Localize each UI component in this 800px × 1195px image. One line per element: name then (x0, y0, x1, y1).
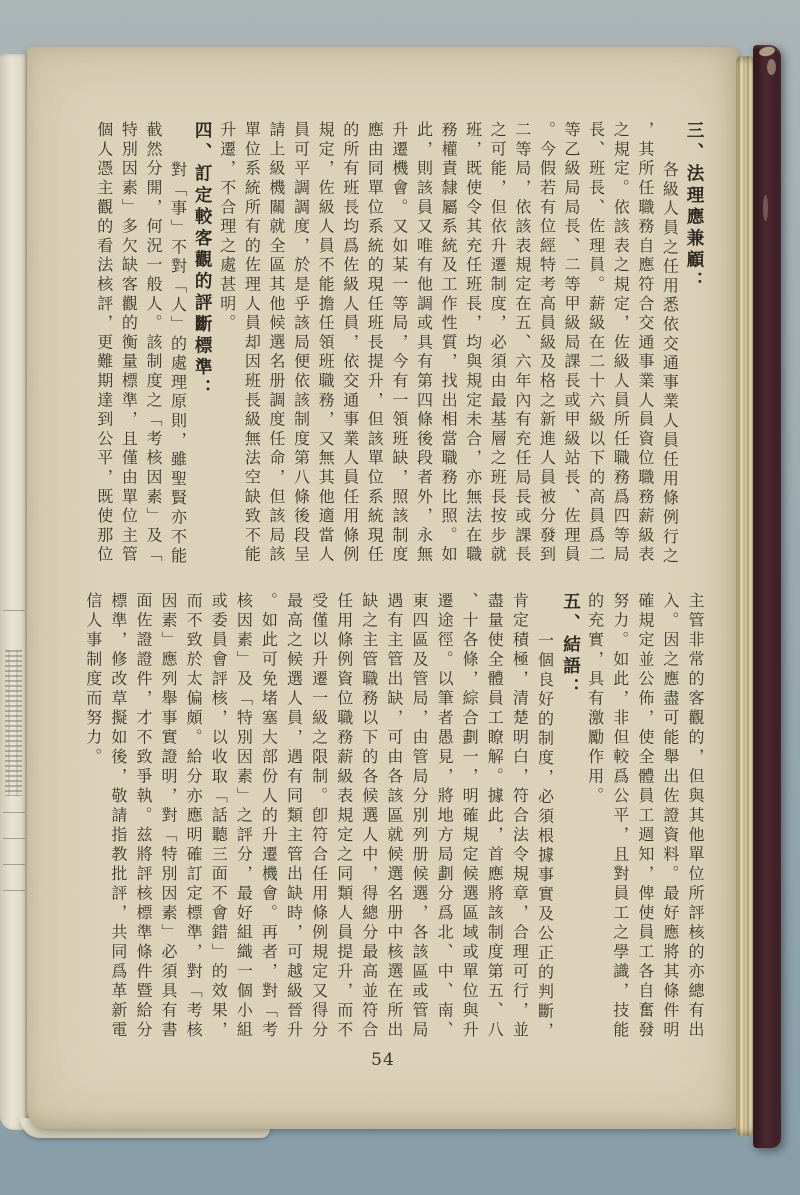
text-column: 遷途徑。以筆者愚見，將地方局劃分爲北、中、南、 (435, 592, 455, 1041)
text-column: 盡量使全體員工瞭解。據此，首應將該制度第五、八 (485, 592, 505, 1041)
cover-wear-spot (767, 59, 776, 75)
cover-wear-spot (758, 45, 776, 57)
text-column: 受僅以升遷一級之限制。卽符合任用條例規定又得分 (309, 592, 329, 1041)
text-column: 各級人員之任用悉依交通事業人員任用條例行之 (660, 161, 680, 567)
heading-section-5: 五、結語： (560, 592, 581, 700)
text-column: 對「事」不對「人」的處理原則，雖聖賢亦不能 (168, 161, 188, 567)
text-column: 最高之候選人員，遇有同類主管出缺時，可越級晉升 (284, 592, 304, 1041)
fragment-rule (3, 812, 25, 813)
text-column: 的所有班長均爲佐級人員，依交通事業人員任用條例 (340, 121, 360, 565)
book-cover-board (753, 45, 781, 1148)
text-column: 應由同單位系統的現任班長提升，但該單位系統現任 (365, 121, 385, 565)
text-column: 升遷，不合理之處甚明。 (217, 121, 237, 334)
text-column: 規定，佐級人員不能擔任領班職務，又無其他適當人 (316, 121, 336, 565)
fragment-rule (3, 864, 25, 865)
text-column: 遇有主管出缺，可由各該區就候選名册中核選在所出 (384, 592, 404, 1041)
text-column: 信人事制度而努力。 (83, 592, 103, 768)
fragment-rule (3, 838, 25, 839)
text-column: 之可能，但依升遷制度，必須由最基層之班長按步就 (488, 121, 508, 565)
text-column: 請上級機關就全區其他候選名册調度任命，但該局該 (266, 121, 286, 565)
text-column: ，其所任職務自應符合交通事業人員資位職務薪級表 (635, 121, 655, 565)
text-column: 。今假若有位經特考高員級及格之新進人員被分發到 (537, 121, 557, 565)
adjacent-page-fragment (5, 650, 22, 796)
text-column: 之規定。依該表之規定，佐級人員所任職務爲四等局 (611, 121, 631, 565)
cover-wear-spot (763, 195, 768, 221)
text-column: 務權責隸屬系統及工作性質，找出相當職務比照。如 (439, 121, 459, 565)
text-column: 長、班長、佐理員。薪級在二十六級以下的高員爲二 (586, 121, 606, 565)
heading-section-3: 三、法理應兼顧： (684, 121, 704, 293)
bottom-text-register (78, 592, 708, 1054)
text-column: 。如此可免堵塞大部份人的升遷機會。再者，對「考 (259, 592, 279, 1041)
text-column: 二等局，依該表規定在五、六年內有充任局長或課長 (512, 121, 532, 565)
text-column: 、十各條，綜合劃一，明確規定候選區域或單位與升 (460, 592, 480, 1041)
top-text-register (88, 121, 706, 573)
previous-page-edge (0, 54, 30, 1130)
text-column: 的充實，具有激勵作用。 (585, 592, 605, 807)
text-column: 因素」應列舉事實證明，對「特別因素」必須具有書 (159, 592, 179, 1041)
fragment-rule (3, 610, 25, 611)
text-column: 東四區及管局，由管局分別列册候選，各該區或管局 (409, 592, 429, 1041)
text-column: 一個良好的制度，必須根據事實及公正的判斷， (535, 632, 555, 1042)
text-column: 班，既使令其充任班長，均與規定未合，亦無法在職 (463, 121, 483, 565)
heading-section-4: 四、訂定較客觀的評斷標準： (192, 121, 213, 401)
text-column: 缺之主管職務以下的各候選人中，得總分最高並符合 (359, 592, 379, 1041)
text-column: 此，則該員又唯有他調或具有第四條後段者外，永無 (414, 121, 434, 565)
text-column: 核因素」及「特別因素」之評分，最好組織一個小組 (234, 592, 254, 1041)
page-number: 54 (371, 1050, 395, 1070)
text-column: 確規定並公佈，使全體員工週知，俾使員工各自奮發 (635, 592, 655, 1041)
text-column: 或委員會評核，以收取「話聽三面不會錯」的效果， (209, 592, 229, 1041)
text-column: 截然分開，何況一般人。該制度之「考核因素」及「 (143, 121, 163, 565)
text-column: 等乙級局局長、二等甲級局課長或甲級站長、佐理員 (562, 121, 582, 565)
fragment-rule (3, 890, 25, 891)
text-column: 任用條例資位職務薪級表規定之同類人員提升，而不 (334, 592, 354, 1041)
text-column: 特別因素」多欠缺客觀的衡量標準，且僅由單位主管 (119, 121, 139, 565)
text-column: 努力。如此，非但較爲公平，且對員工之學識，技能 (610, 592, 630, 1041)
text-column: 標準，修改草擬如後，敬請指教批評，共同爲革新電 (108, 592, 128, 1041)
text-column: 升遷機會。又如某一等局，今有一領班缺，照該制度 (389, 121, 409, 565)
text-column: 而不致於太偏頗。給分亦應明確訂定標準，對「考核 (184, 592, 204, 1041)
text-column: 入。因之應盡可能舉出佐證資料。最好應將其條件明 (660, 592, 680, 1041)
text-column: 面佐證證件，才不致爭執。兹將評核標準條件暨給分 (133, 592, 153, 1041)
text-column: 主管非常的客觀的，但與其他單位所評核的亦總有出 (686, 592, 705, 1041)
text-column: 個人憑主觀的看法核評，更難期達到公平，既使那位 (94, 121, 114, 565)
text-column: 單位系統所有的佐理人員却因班長級無法空缺致不能 (242, 121, 262, 565)
text-column: 員可平調調度，於是乎該局便依該制度第八條後段呈 (291, 121, 311, 565)
text-column: 肯定積極，清楚明白，符合法令規章，合理可行，並 (510, 592, 530, 1041)
